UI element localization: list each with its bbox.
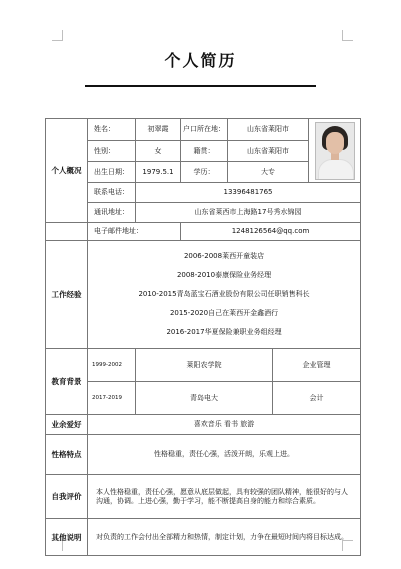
title-underline (85, 85, 316, 87)
section-other-label: 其他说明 (46, 519, 88, 556)
phone-label: 联系电话： (88, 183, 136, 203)
work-item: 2006-2008莱西开童装店 (183, 252, 265, 260)
work-item: 2010-2015青岛蓝宝石酒业股份有限公司任职销售科长 (138, 290, 310, 298)
degree-value: 大专 (228, 162, 309, 183)
edu-major: 会计 (273, 382, 361, 415)
work-item: 2016-2017华夏保险兼职业务组经理 (166, 328, 282, 336)
email-label: 电子邮件地址： (88, 223, 181, 241)
degree-label: 学历： (181, 162, 228, 183)
native-label: 籍贯： (181, 141, 228, 162)
hobby-value: 喜欢音乐 看书 旅游 (88, 415, 361, 435)
work-experience-list (88, 241, 361, 349)
section-self-eval-label: 自我评价 (46, 475, 88, 519)
work-item: 2008-2010泰康保险业务经理 (176, 271, 272, 279)
crop-mark-top-right (342, 30, 353, 41)
edu-period: 2017-2019 (88, 382, 136, 415)
self-eval-value: 本人性格稳重，责任心强，愿意从底层做起，具有较强的团队精神，能很好的与人沟通，协调。上进心强，勤于学习，能不断提高自身的能力和综合素质。 (88, 475, 361, 519)
phone-value: 13396481765 (136, 183, 361, 203)
address-label: 通讯地址： (88, 203, 136, 223)
email-value: 1248126564@qq.com (181, 223, 361, 241)
birth-label: 出生日期： (88, 162, 136, 183)
section-work-label: 工作经验 (46, 241, 88, 349)
work-item: 2015-2020自己在莱西开金鑫酒行 (169, 309, 279, 317)
address-value: 山东省莱西市上海路17号秀水锦园 (136, 203, 361, 223)
birth-value: 1979.5.1 (136, 162, 181, 183)
gender-label: 性别： (88, 141, 136, 162)
personality-value: 性格稳重，责任心强，活泼开朗，乐观上进。 (88, 435, 361, 475)
profile-photo (315, 122, 355, 180)
edu-school: 莱阳农学院 (136, 349, 273, 382)
section-hobby-label: 业余爱好 (46, 415, 88, 435)
name-label: 姓名： (88, 119, 136, 141)
section-personality-label: 性格特点 (46, 435, 88, 475)
edu-school: 青岛电大 (136, 382, 273, 415)
name-value: 初翠霞 (136, 119, 181, 141)
resume-table (45, 118, 361, 556)
section-education-label: 教育背景 (46, 349, 88, 415)
native-value: 山东省莱阳市 (228, 141, 309, 162)
section-basic-label: 个人概况 (46, 119, 88, 223)
other-value: 对负责的工作会付出全部精力和热情，制定计划，力争在最短时间内将目标达成。 (88, 519, 361, 556)
edu-major: 企业管理 (273, 349, 361, 382)
hukou-value: 山东省莱阳市 (228, 119, 309, 141)
edu-period: 1999-2002 (88, 349, 136, 382)
page-title: 个人简历 (164, 51, 237, 70)
crop-mark-top-left (52, 30, 63, 41)
hukou-label: 户口所在地： (181, 119, 228, 141)
photo-cell (309, 119, 361, 183)
gender-value: 女 (136, 141, 181, 162)
